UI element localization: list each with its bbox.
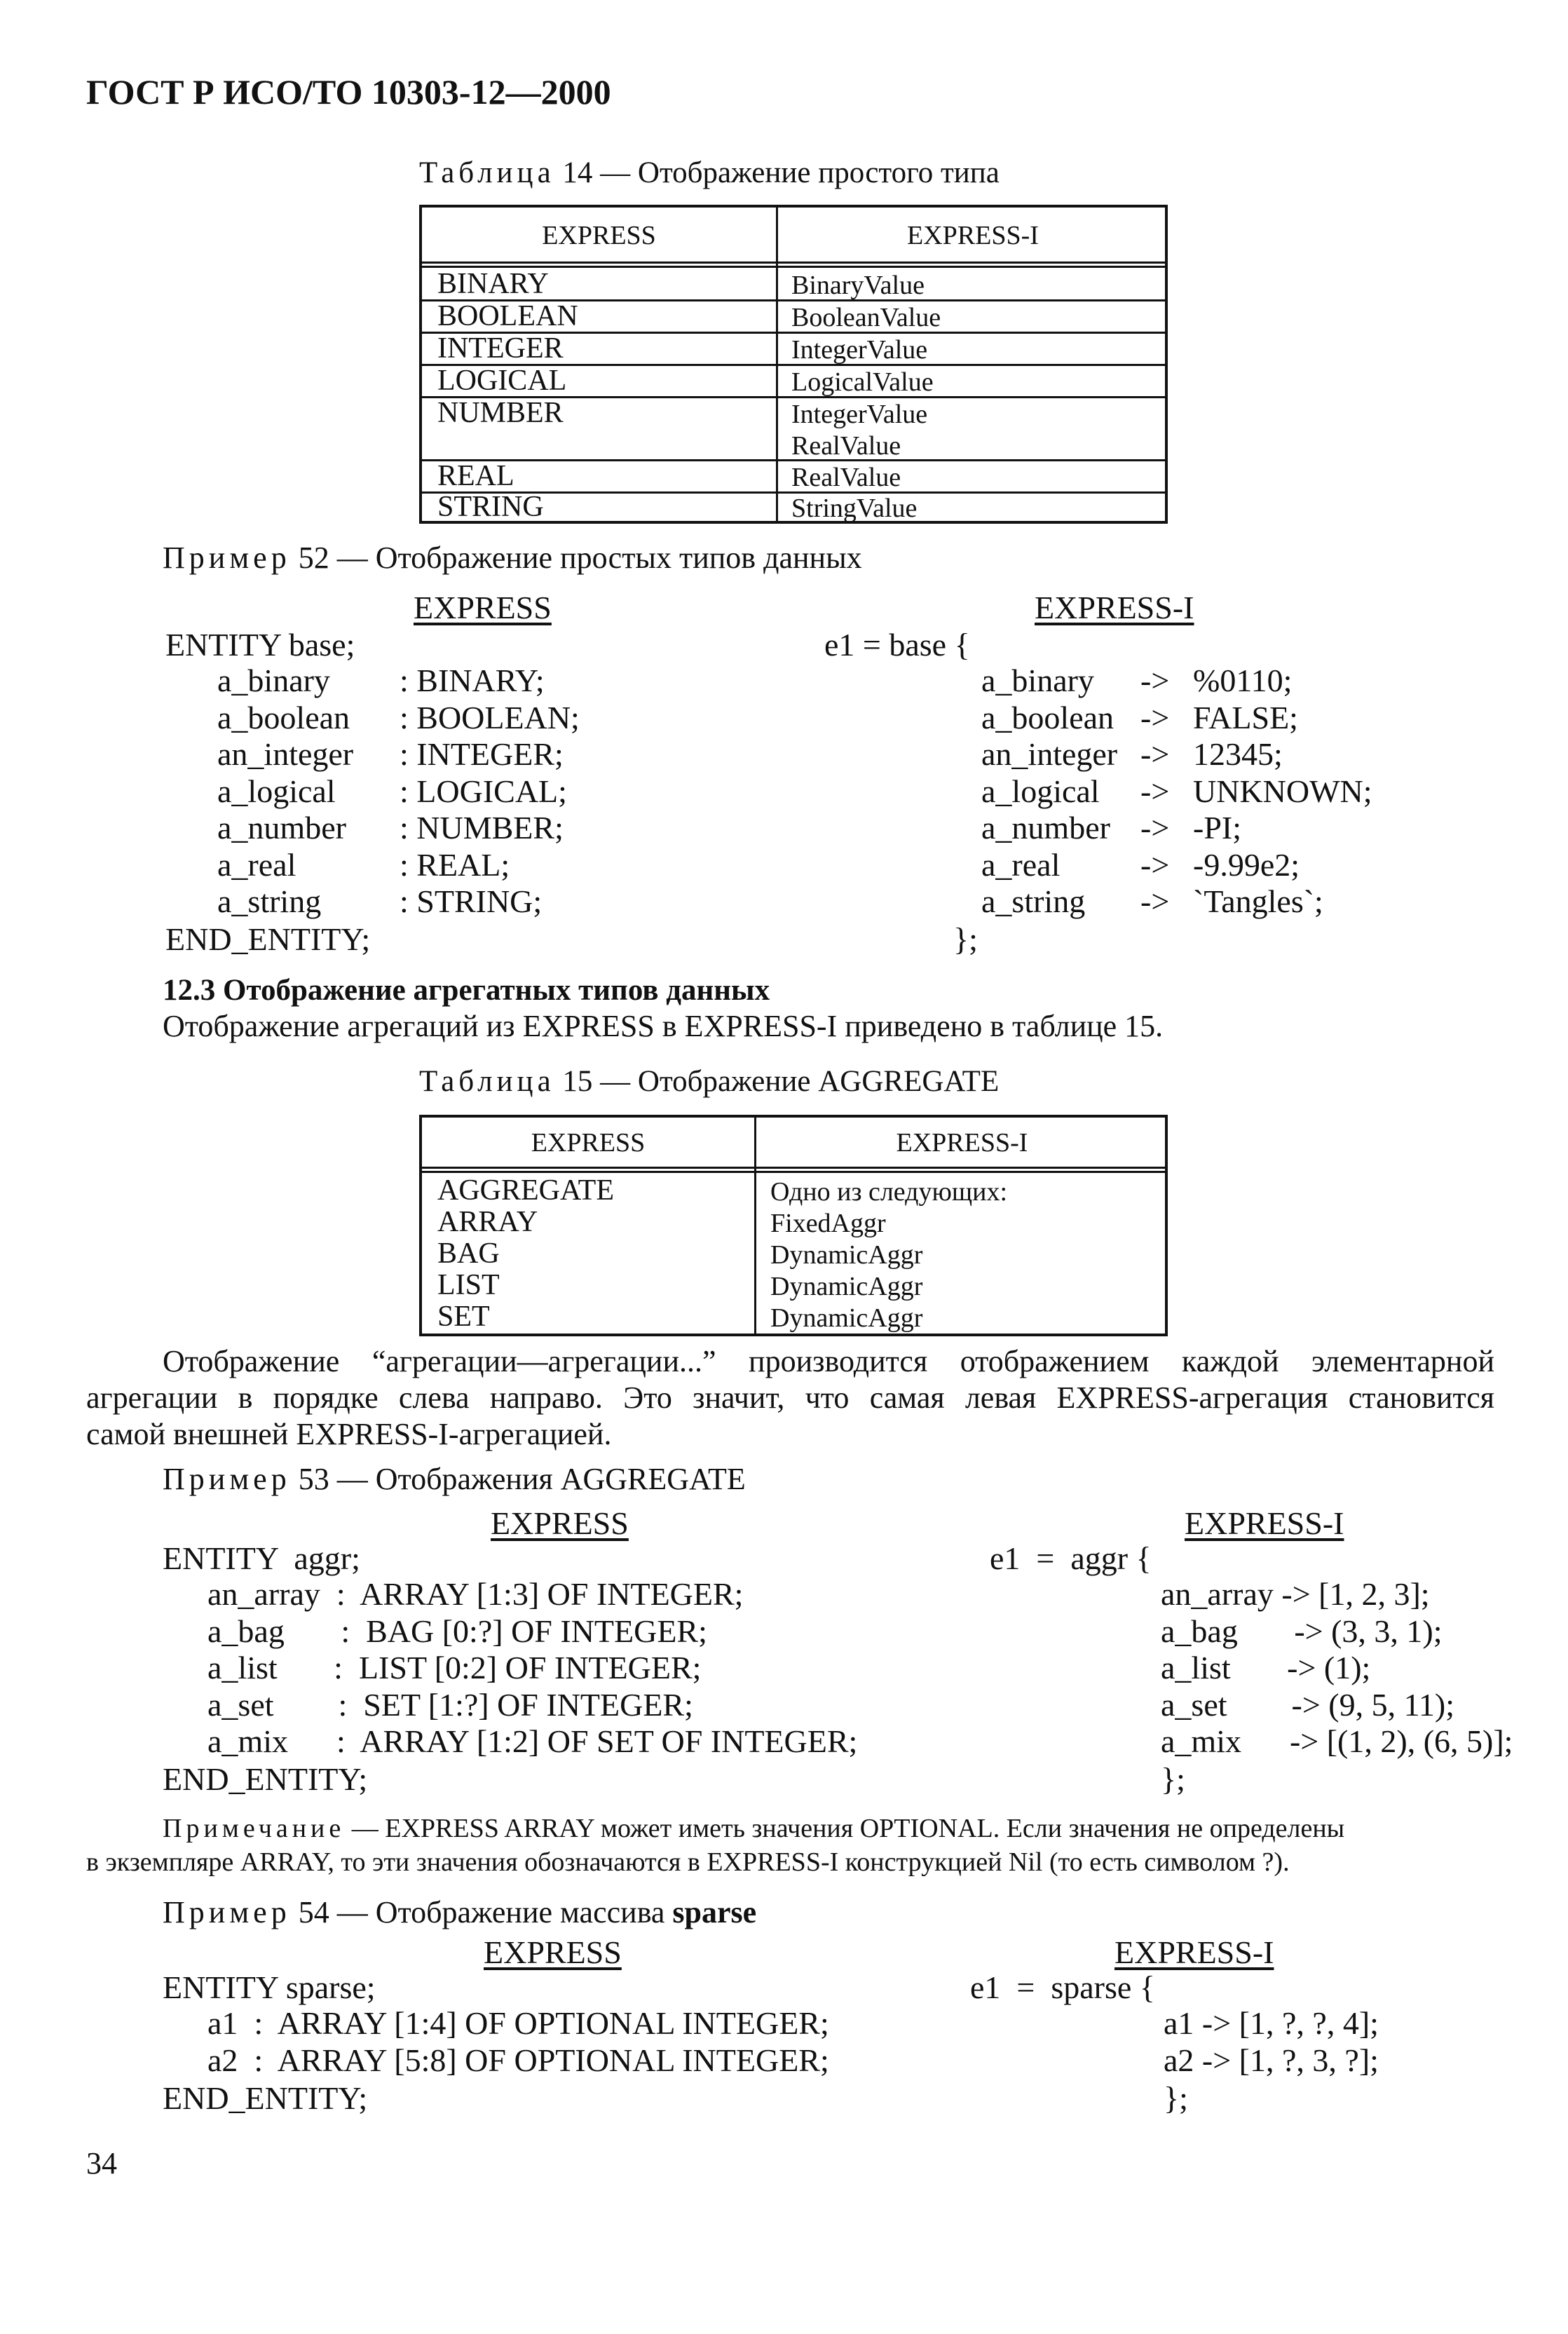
table-14 bbox=[419, 205, 1168, 524]
code-type: : LOGICAL; bbox=[400, 773, 567, 809]
arrow-token: -> bbox=[1140, 883, 1170, 919]
table-14-caption-text: 14 — Отображение простого типа bbox=[554, 156, 1000, 189]
code-type: : INTEGER; bbox=[400, 736, 564, 772]
section-12-3-text: Отображение агрегаций из EXPRESS в EXPRESS-I приведено в таблице 15. bbox=[163, 1009, 1164, 1043]
example-54-expressi-heading: EXPRESS-I bbox=[1114, 1934, 1274, 1970]
code-line: a2 -> [1, ?, 3, ?]; bbox=[1164, 2042, 1379, 2078]
example-52-title bbox=[163, 540, 862, 576]
code-type: : NUMBER; bbox=[400, 810, 564, 846]
table-15-cell-express: AGGREGATE ARRAY BAG LIST SET bbox=[437, 1174, 614, 1333]
example-52-instance-values bbox=[1193, 663, 1372, 921]
arrow-token: -> bbox=[1140, 810, 1170, 846]
table-14-cell-express: INTEGER bbox=[437, 332, 564, 365]
example-54-title bbox=[163, 1894, 756, 1930]
table-14-cell-expressi: StringValue bbox=[791, 494, 918, 523]
code-name: a_string bbox=[981, 883, 1086, 919]
example-52-attribute-names bbox=[217, 663, 353, 921]
code-name: a_number bbox=[981, 810, 1110, 846]
table-15-caption-prefix: Таблица bbox=[419, 1065, 555, 1098]
table-14-cell-expressi: BooleanValue bbox=[791, 303, 941, 332]
code-name: a_number bbox=[217, 810, 346, 846]
code-line: a_mix -> [(1, 2), (6, 5)]; bbox=[1161, 1723, 1513, 1759]
table-14-cell-expressi: IntegerValue RealValue bbox=[791, 400, 928, 461]
table-15-cell-expressi: Одно из следующих: FixedAggr DynamicAggr DynamicAggr DynamicAggr bbox=[770, 1177, 1008, 1333]
table-14-cell-express: NUMBER bbox=[437, 397, 564, 429]
example-52-end-entity: END_ENTITY; bbox=[165, 921, 371, 957]
arrow-token: -> bbox=[1140, 699, 1170, 735]
example-54-title-text: 54 — Отображение массива bbox=[290, 1895, 673, 1929]
code-line: a_mix : ARRAY [1:2] OF SET OF INTEGER; bbox=[207, 1723, 858, 1759]
table-14-cell-expressi: IntegerValue bbox=[791, 335, 928, 365]
code-type: : STRING; bbox=[400, 883, 543, 919]
example-52-instance-close: }; bbox=[953, 921, 978, 957]
code-line: a_set -> (9, 5, 11); bbox=[1161, 1686, 1454, 1723]
example-54-entity-line: ENTITY sparse; bbox=[163, 1969, 376, 2005]
code-type: : BINARY; bbox=[400, 663, 545, 698]
code-name: a_boolean bbox=[217, 699, 350, 735]
table-14-caption-prefix: Таблица bbox=[419, 156, 555, 189]
code-line: a2 : ARRAY [5:8] OF OPTIONAL INTEGER; bbox=[207, 2042, 829, 2078]
example-52-instance-names bbox=[981, 663, 1117, 921]
table-15-caption-text: 15 — Отображение AGGREGATE bbox=[554, 1065, 1000, 1098]
example-53-instance-values bbox=[1161, 1576, 1513, 1760]
example-53-instance-close: }; bbox=[1161, 1761, 1185, 1797]
code-value: UNKNOWN; bbox=[1193, 773, 1372, 809]
example-52-title-text: 52 — Отображение простых типов данных bbox=[290, 541, 862, 575]
page-number: 34 bbox=[86, 2146, 117, 2180]
code-line: a_bag -> (3, 3, 1); bbox=[1161, 1613, 1443, 1649]
code-name: a_real bbox=[217, 846, 296, 883]
table-14-caption bbox=[419, 156, 1000, 190]
code-line: a_list -> (1); bbox=[1161, 1650, 1371, 1685]
table-14-cell-expressi: LogicalValue bbox=[791, 367, 934, 397]
example-52-expressi-heading: EXPRESS-I bbox=[1035, 590, 1194, 625]
code-name: an_integer bbox=[217, 736, 354, 772]
note-prefix: Примечание bbox=[163, 1814, 346, 1843]
example-54-instance-values bbox=[1164, 2005, 1379, 2079]
paragraph-line: Отображение “агрегации—агрегации...” производится отображением каждой элементарной bbox=[163, 1344, 1494, 1378]
example-53-express-heading: EXPRESS bbox=[491, 1505, 629, 1541]
table-14-cell-express: BOOLEAN bbox=[437, 300, 578, 332]
table-14-cell-express: STRING bbox=[437, 491, 544, 523]
code-type: : BOOLEAN; bbox=[400, 699, 580, 735]
example-54-express-heading: EXPRESS bbox=[484, 1934, 622, 1970]
example-54-instance-close: }; bbox=[1164, 2080, 1188, 2116]
example-53-attributes bbox=[207, 1576, 857, 1760]
arrow-token: -> bbox=[1140, 846, 1170, 883]
code-value: -9.99e2; bbox=[1193, 846, 1300, 883]
code-value: `Tangles`; bbox=[1193, 883, 1323, 919]
example-54-instance-open: e1 = sparse { bbox=[970, 1969, 1155, 2005]
code-line: a_set : SET [1:?] OF INTEGER; bbox=[207, 1686, 693, 1723]
example-53-expressi-heading: EXPRESS-I bbox=[1185, 1505, 1344, 1541]
note-text: — EXPRESS ARRAY может иметь значения OPTIONAL. Если значения не определены bbox=[345, 1814, 1345, 1843]
code-name: a_boolean bbox=[981, 699, 1114, 735]
arrow-token: -> bbox=[1140, 773, 1170, 809]
table-15 bbox=[419, 1115, 1168, 1336]
example-52-attribute-types bbox=[400, 663, 580, 921]
table-14-header-rule bbox=[422, 262, 1165, 268]
table-14-cell-expressi: BinaryValue bbox=[791, 271, 925, 300]
table-15-header-expressi: EXPRESS-I bbox=[896, 1128, 1028, 1158]
code-name: a_binary bbox=[981, 663, 1094, 698]
example-53-title-prefix: Пример bbox=[163, 1462, 291, 1496]
table-15-header-rule bbox=[422, 1167, 1165, 1173]
code-line: an_array -> [1, 2, 3]; bbox=[1161, 1576, 1430, 1612]
paragraph-line: агрегации в порядке слева направо. Это значит, что самая левая EXPRESS-агрегация становится bbox=[86, 1380, 1494, 1415]
paragraph-line: самой внешней EXPRESS-I-агрегацией. bbox=[86, 1417, 612, 1451]
example-52-instance-arrows bbox=[1140, 663, 1169, 921]
example-53-instance-open: e1 = aggr { bbox=[990, 1540, 1152, 1576]
code-name: an_integer bbox=[981, 736, 1118, 772]
example-52-title-prefix: Пример bbox=[163, 541, 291, 575]
section-12-3-title: 12.3 Отображение агрегатных типов данных bbox=[163, 974, 770, 1007]
code-value: 12345; bbox=[1193, 736, 1283, 772]
table-14-cell-express: LOGICAL bbox=[437, 365, 567, 397]
example-53-title bbox=[163, 1461, 746, 1497]
note-line-1 bbox=[163, 1813, 1344, 1844]
code-name: a_logical bbox=[981, 773, 1100, 809]
example-54-title-bold: sparse bbox=[672, 1895, 757, 1929]
arrow-token: -> bbox=[1140, 663, 1170, 698]
document-header: ГОСТ Р ИСО/ТО 10303-12—2000 bbox=[86, 72, 611, 111]
code-line: a_bag : BAG [0:?] OF INTEGER; bbox=[207, 1613, 707, 1649]
example-53-entity-line: ENTITY aggr; bbox=[163, 1540, 360, 1576]
code-value: FALSE; bbox=[1193, 699, 1298, 735]
code-name: a_logical bbox=[217, 773, 336, 809]
code-line: a1 : ARRAY [1:4] OF OPTIONAL INTEGER; bbox=[207, 2005, 829, 2041]
example-52-express-heading: EXPRESS bbox=[414, 590, 552, 625]
code-value: %0110; bbox=[1193, 663, 1293, 698]
example-52-entity-line: ENTITY base; bbox=[165, 627, 355, 663]
table-14-cell-expressi: RealValue bbox=[791, 463, 901, 492]
example-54-end-entity: END_ENTITY; bbox=[163, 2080, 368, 2116]
note-line-2: в экземпляре ARRAY, то эти значения обозначаются в EXPRESS-I конструкцией Nil (то есть символом ?). bbox=[86, 1847, 1290, 1877]
table-15-header-express: EXPRESS bbox=[531, 1128, 646, 1158]
code-line: a_list : LIST [0:2] OF INTEGER; bbox=[207, 1650, 702, 1685]
example-53-end-entity: END_ENTITY; bbox=[163, 1761, 368, 1797]
table-14-header-express: EXPRESS bbox=[542, 221, 656, 250]
table-15-caption bbox=[419, 1064, 999, 1099]
code-name: a_real bbox=[981, 846, 1061, 883]
table-14-cell-express: REAL bbox=[437, 460, 514, 492]
example-54-attributes bbox=[207, 2005, 829, 2079]
code-line: an_array : ARRAY [1:3] OF INTEGER; bbox=[207, 1576, 744, 1612]
code-type: : REAL; bbox=[400, 846, 510, 883]
table-14-header-expressi: EXPRESS-I bbox=[907, 221, 1039, 250]
code-name: a_string bbox=[217, 883, 322, 919]
table-14-cell-express: BINARY bbox=[437, 268, 549, 300]
code-value: -PI; bbox=[1193, 810, 1241, 846]
example-52-instance-open: e1 = base { bbox=[824, 627, 970, 663]
example-54-title-prefix: Пример bbox=[163, 1895, 291, 1929]
code-line: a1 -> [1, ?, ?, 4]; bbox=[1164, 2005, 1379, 2041]
example-53-title-text: 53 — Отображения AGGREGATE bbox=[290, 1462, 746, 1496]
arrow-token: -> bbox=[1140, 736, 1170, 772]
code-name: a_binary bbox=[217, 663, 330, 698]
